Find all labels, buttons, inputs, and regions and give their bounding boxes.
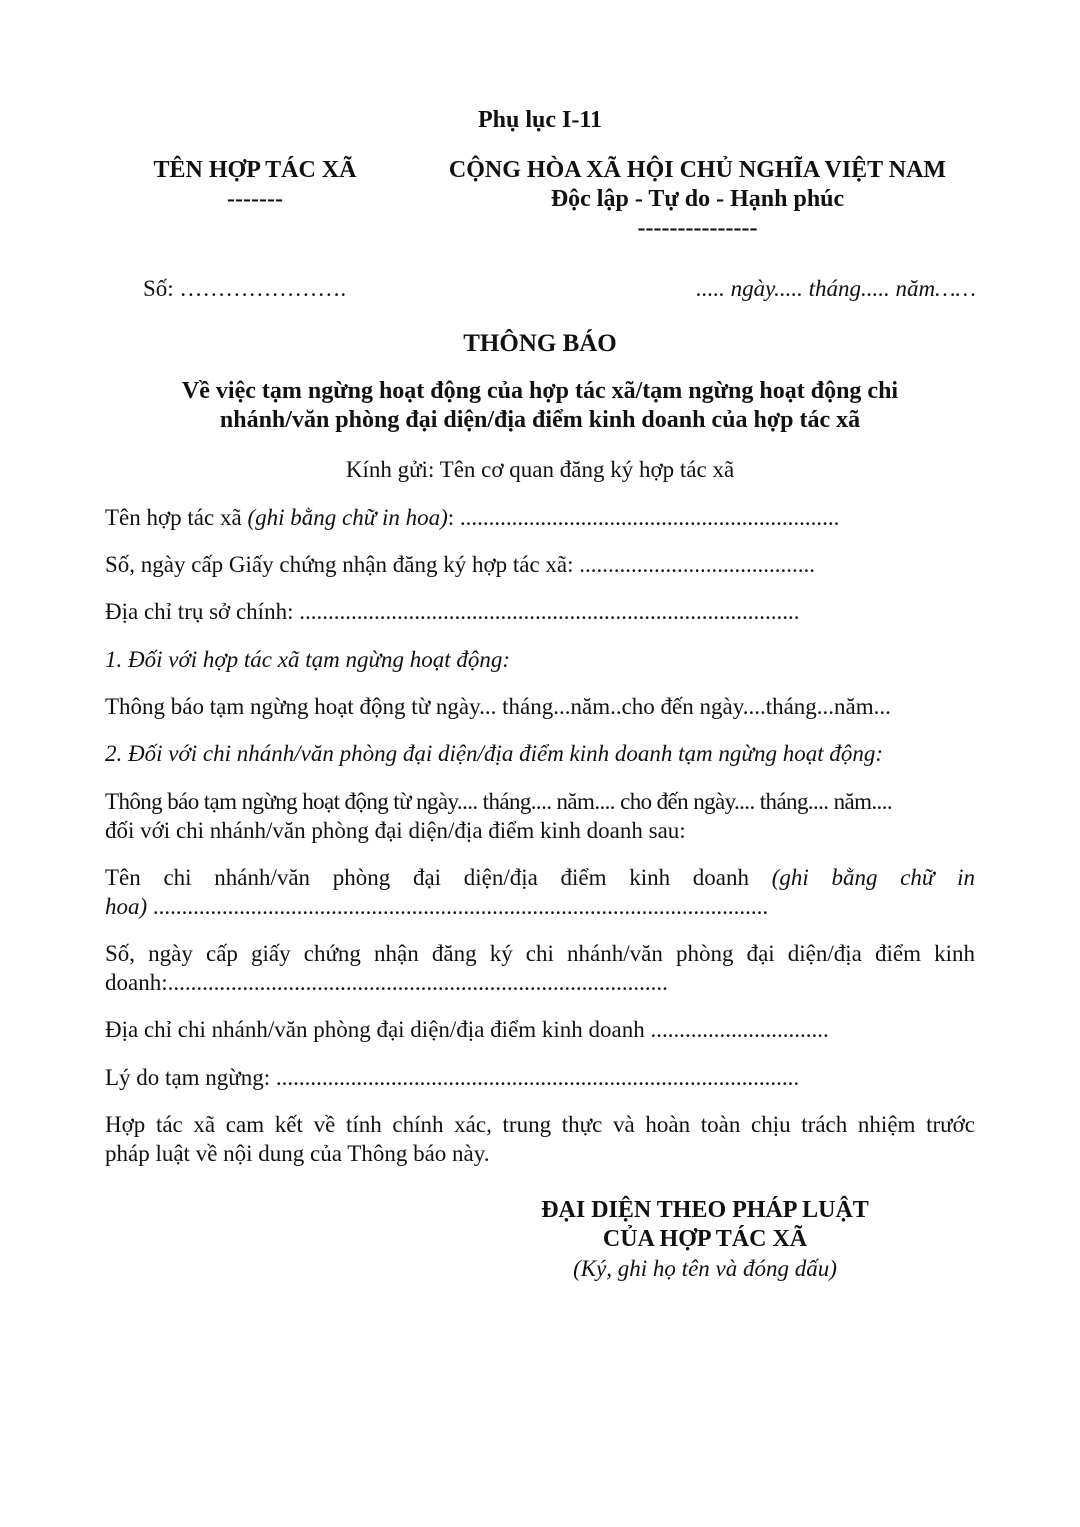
coop-name-line — [105, 503, 975, 532]
document-title: THÔNG BÁO — [463, 330, 617, 357]
section-2-text-line-1: Thông báo tạm ngừng hoạt động từ ngày.... tháng.... năm.... cho đến ngày.... tháng.... năm.... — [105, 789, 893, 814]
document-number: Số: …………………. — [143, 276, 347, 301]
branch-name-line-1 — [105, 863, 975, 892]
signature-title-line-2: CỦA HỢP TÁC XÃ — [602, 1226, 808, 1252]
date-line: ..... ngày..... tháng..... năm…… — [696, 276, 976, 301]
coop-name-dots: : .................................................................. — [447, 505, 840, 530]
section-1-text: Thông báo tạm ngừng hoạt động từ ngày... tháng...năm..cho đến ngày....tháng...năm... — [105, 694, 891, 719]
branch-address-line: Địa chỉ chi nhánh/văn phòng đại diện/địa điểm kinh doanh ............................... — [105, 1017, 829, 1042]
org-name-separator: ------- — [227, 186, 283, 212]
branch-name-label: Tên chi nhánh/văn phòng đại diện/địa điểm kinh doanh — [105, 865, 772, 890]
appendix-label: Phụ lục I-11 — [477, 107, 603, 133]
section-2-text-line-2: đối với chi nhánh/văn phòng đại diện/địa điểm kinh doanh sau: — [105, 818, 686, 843]
coop-name-label: Tên hợp tác xã — [105, 505, 248, 530]
branch-name-note-1: (ghi bằng chữ in — [771, 865, 975, 890]
recipient: Kính gửi: Tên cơ quan đăng ký hợp tác xã — [345, 457, 735, 482]
coop-name-note: (ghi bằng chữ in hoa) — [247, 505, 448, 530]
section-1-heading: 1. Đối với hợp tác xã tạm ngừng hoạt động: — [105, 647, 511, 672]
branch-name-note-2: hoa) — [105, 894, 148, 919]
branch-name-line-2 — [105, 892, 975, 921]
republic-name: CỘNG HÒA XÃ HỘI CHỦ NGHĨA VIỆT NAM — [448, 157, 947, 183]
signature-title-line-1: ĐẠI DIỆN THEO PHÁP LUẬT — [541, 1197, 869, 1223]
commitment-line-2: pháp luật về nội dung của Thông báo này. — [105, 1141, 490, 1166]
national-motto: Độc lập - Tự do - Hạnh phúc — [550, 186, 845, 212]
reason-line: Lý do tạm ngừng: ........................................................................................... — [105, 1065, 800, 1090]
section-2-heading: 2. Đối với chi nhánh/văn phòng đại diện/địa điểm kinh doanh tạm ngừng hoạt động: — [105, 741, 883, 766]
signature-note: (Ký, ghi họ tên và đóng dấu) — [573, 1256, 837, 1281]
motto-separator: --------------- — [637, 215, 758, 241]
branch-cert-line-2: doanh:....................................................................................... — [105, 970, 668, 995]
subject-line-2: nhánh/văn phòng đại diện/địa điểm kinh doanh của hợp tác xã — [219, 407, 861, 433]
address-line: Địa chỉ trụ sở chính: ....................................................................................... — [105, 599, 800, 624]
subject-line-1: Về việc tạm ngừng hoạt động của hợp tác xã/tạm ngừng hoạt động chi — [181, 378, 899, 404]
certificate-line: Số, ngày cấp Giấy chứng nhận đăng ký hợp tác xã: ......................................... — [105, 552, 816, 577]
branch-cert-line-1: Số, ngày cấp giấy chứng nhận đăng ký chi nhánh/văn phòng đại diện/địa điểm kinh — [105, 941, 975, 966]
org-name: TÊN HỢP TÁC XÃ — [153, 157, 357, 183]
branch-name-dots: ........................................................................................................... — [147, 894, 769, 919]
commitment-line-1: Hợp tác xã cam kết về tính chính xác, trung thực và hoàn toàn chịu trách nhiệm trước — [105, 1112, 975, 1137]
